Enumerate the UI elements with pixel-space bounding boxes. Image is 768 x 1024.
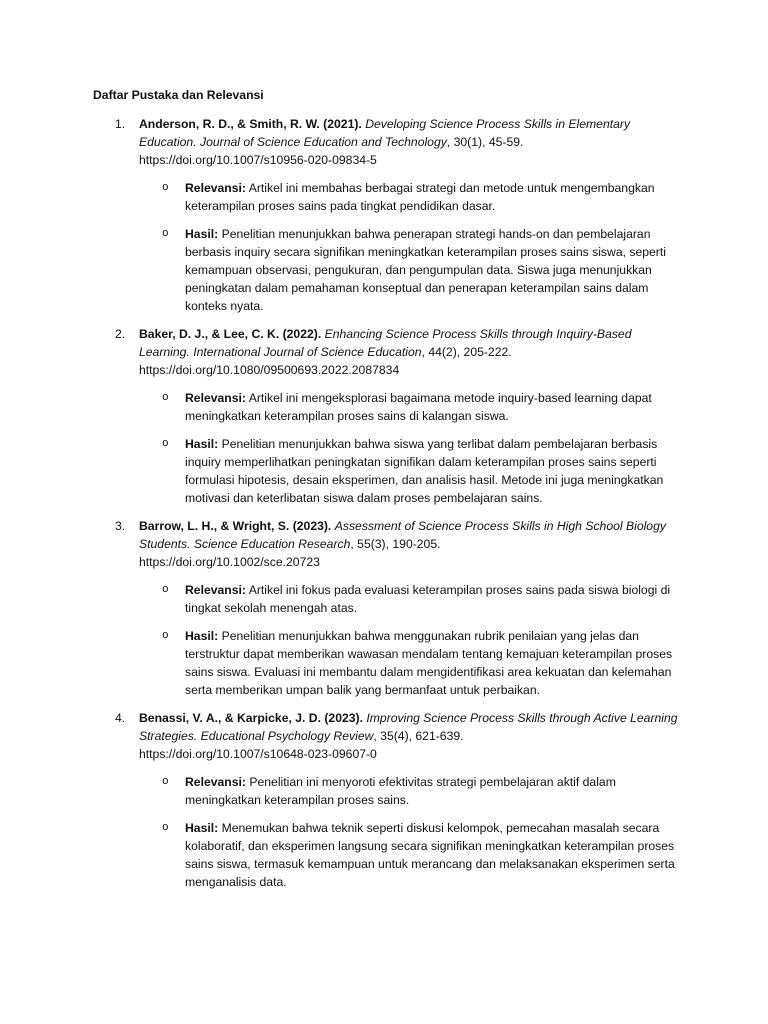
citation-title: Improving Science Process Skills through Active Learning Strategies. Educational Psychology Review	[139, 711, 678, 743]
relevansi-item	[139, 389, 678, 425]
hasil-item	[139, 225, 678, 315]
citation-volume-pages: , 30(1), 45-59.	[446, 135, 524, 149]
bullet-circle-icon: o	[162, 822, 169, 834]
hasil-text: Penelitian menunjukkan bahwa siswa yang terlibat dalam pembelajaran berbasis inquiry memperlihatkan peningkatan signifikan dalam keterampilan proses sains seperti formulasi hipotesis, desain eksperimen, dan analisis hasil. Metode ini juga meningkatkan motivasi dan keterlibatan siswa dalam proses pembelajaran sains.	[185, 437, 664, 505]
citation-doi: https://doi.org/10.1007/s10956-020-09834-5	[139, 153, 377, 167]
hasil-item	[139, 435, 678, 507]
entry-notes	[139, 389, 678, 507]
hasil-label: Hasil:	[185, 821, 219, 835]
citation-authors: Anderson, R. D., & Smith, R. W. (2021).	[139, 117, 362, 131]
bullet-circle-icon: o	[162, 182, 169, 194]
relevansi-text: Artikel ini mengeksplorasi bagaimana metode inquiry-based learning dapat meningkatkan keterampilan proses sains di kalangan siswa.	[185, 391, 652, 423]
reference-entry-4	[93, 709, 678, 891]
reference-entry-1	[93, 115, 678, 315]
relevansi-item	[139, 773, 678, 809]
citation-doi: https://doi.org/10.1080/09500693.2022.2087834	[139, 363, 400, 377]
hasil-text: Penelitian menunjukkan bahwa penerapan strategi hands-on dan pembelajaran berbasis inquiry secara signifikan meningkatkan keterampilan proses sains siswa, seperti kemampuan observasi, pengukuran, dan pengumpulan data. Siswa juga menunjukkan peningkatan dalam pemahaman konseptual dan penerapan keterampilan sains dalam konteks nyata.	[185, 227, 666, 313]
relevansi-text: Artikel ini fokus pada evaluasi keterampilan proses sains pada siswa biologi di tingkat sekolah menengah atas.	[185, 583, 671, 615]
citation	[139, 517, 678, 571]
entry-number: 2.	[115, 327, 126, 341]
document-page	[93, 86, 678, 901]
hasil-text: Penelitian menunjukkan bahwa menggunakan rubrik penilaian yang jelas dan terstruktur dapat memberikan wawasan mendalam tentang kemajuan keterampilan proses sains siswa. Evaluasi ini membantu dalam mengidentifikasi area kekuatan dan kelemahan serta memberikan umpan balik yang bermanfaat untuk perbaikan.	[185, 629, 673, 697]
bullet-circle-icon: o	[162, 438, 169, 450]
citation-doi: https://doi.org/10.1007/s10648-023-09607-0	[139, 747, 377, 761]
hasil-label: Hasil:	[185, 227, 219, 241]
hasil-text: Menemukan bahwa teknik seperti diskusi kelompok, pemecahan masalah secara kolaboratif, dan eksperimen langsung secara signifikan meningkatkan keterampilan proses sains siswa, termasuk kemampuan untuk merancang dan melaksanakan eksperimen serta menganalisis data.	[185, 821, 675, 889]
relevansi-text: Artikel ini membahas berbagai strategi dan metode untuk mengembangkan keterampilan proses sains pada tingkat pendidikan dasar.	[185, 181, 655, 213]
citation-title: Enhancing Science Process Skills through Inquiry-Based Learning. International Journal of Science Education	[139, 327, 632, 359]
hasil-item	[139, 819, 678, 891]
bullet-circle-icon: o	[162, 228, 169, 240]
relevansi-label: Relevansi:	[185, 181, 246, 195]
relevansi-item	[139, 179, 678, 215]
bullet-circle-icon: o	[162, 392, 169, 404]
entry-notes	[139, 179, 678, 315]
citation-volume-pages: , 35(4), 621-639.	[373, 729, 464, 743]
relevansi-label: Relevansi:	[185, 775, 246, 789]
citation-title: Developing Science Process Skills in Elementary Education. Journal of Science Education and Technology	[139, 117, 631, 149]
bullet-circle-icon: o	[162, 584, 169, 596]
relevansi-item	[139, 581, 678, 617]
bullet-circle-icon: o	[162, 776, 169, 788]
bullet-circle-icon: o	[162, 630, 169, 642]
citation-doi: https://doi.org/10.1002/sce.20723	[139, 555, 320, 569]
reference-entry-3	[93, 517, 678, 699]
citation	[139, 709, 678, 763]
relevansi-label: Relevansi:	[185, 391, 246, 405]
document-title: Daftar Pustaka dan Relevansi	[93, 88, 264, 102]
entry-notes	[139, 581, 678, 699]
citation-authors: Barrow, L. H., & Wright, S. (2023).	[139, 519, 332, 533]
reference-entry-2	[93, 325, 678, 507]
entry-number: 1.	[115, 117, 126, 131]
entry-notes	[139, 773, 678, 891]
citation	[139, 325, 678, 379]
hasil-item	[139, 627, 678, 699]
citation-authors: Baker, D. J., & Lee, C. K. (2022).	[139, 327, 322, 341]
entry-number: 3.	[115, 519, 126, 533]
citation	[139, 115, 678, 169]
relevansi-label: Relevansi:	[185, 583, 246, 597]
citation-title: Assessment of Science Process Skills in High School Biology Students. Science Education Research	[139, 519, 666, 551]
hasil-label: Hasil:	[185, 437, 219, 451]
relevansi-text: Penelitian ini menyoroti efektivitas strategi pembelajaran aktif dalam meningkatkan keterampilan proses sains.	[185, 775, 616, 807]
citation-volume-pages: , 55(3), 190-205.	[350, 537, 441, 551]
hasil-label: Hasil:	[185, 629, 219, 643]
entry-number: 4.	[115, 711, 126, 725]
citation-volume-pages: , 44(2), 205-222.	[421, 345, 512, 359]
citation-authors: Benassi, V. A., & Karpicke, J. D. (2023).	[139, 711, 363, 725]
